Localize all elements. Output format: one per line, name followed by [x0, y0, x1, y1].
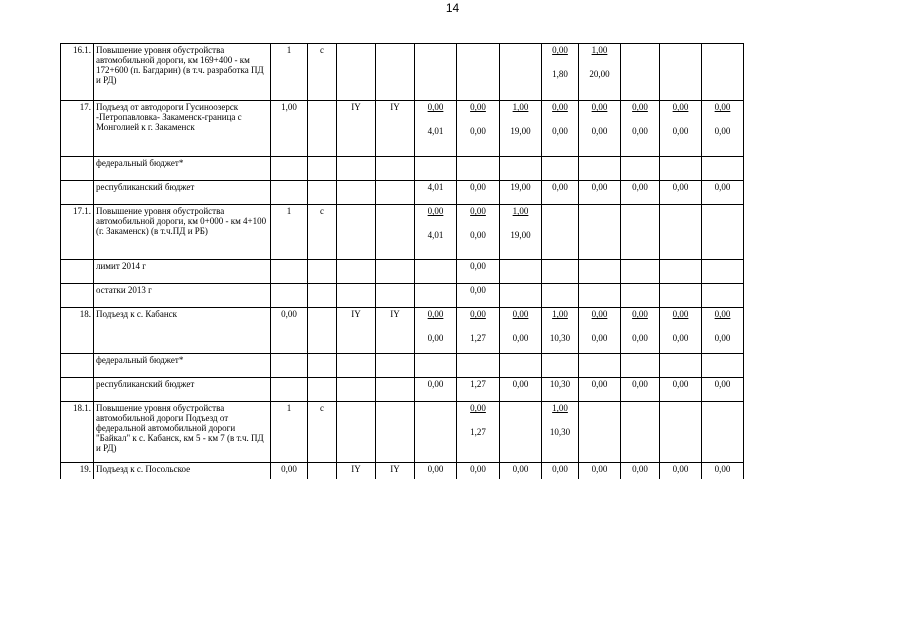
value-money: 1,27 — [470, 333, 486, 343]
value-cell — [415, 402, 457, 463]
value-money: 1,80 — [552, 69, 568, 79]
value-cell — [621, 101, 660, 157]
value-cell — [457, 44, 500, 101]
table-row — [61, 181, 744, 205]
category-after-cell — [376, 181, 415, 205]
value-cell — [457, 205, 500, 260]
value-physical: 0,00 — [512, 309, 529, 319]
value-cell — [579, 284, 621, 308]
value-cell — [415, 101, 457, 157]
row-description: республиканский бюджет — [94, 378, 271, 402]
value-cell — [702, 181, 744, 205]
row-description: федеральный бюджет* — [94, 354, 271, 378]
value-physical: 1,00 — [512, 206, 529, 216]
value-money: 0,00 — [591, 333, 608, 343]
value-cell — [579, 205, 621, 260]
value-cell — [660, 44, 702, 101]
value-physical: 0,00 — [470, 206, 486, 216]
category-after-cell — [376, 354, 415, 378]
category-after-cell — [376, 402, 415, 463]
value-money: 0,00 — [632, 126, 648, 136]
length-cell: 1 — [271, 44, 308, 101]
row-description: Подъезд к с. Посольское — [94, 463, 271, 480]
value-cell — [500, 378, 542, 402]
value-cell — [660, 463, 702, 480]
value-physical: 0,00 — [632, 102, 648, 112]
value-physical: 0,00 — [552, 464, 568, 474]
row-number: 18. — [61, 308, 94, 354]
value-cell — [500, 402, 542, 463]
length-cell — [271, 157, 308, 181]
value-cell — [660, 181, 702, 205]
type-cell — [308, 378, 337, 402]
category-after-cell: IY — [376, 308, 415, 354]
value-cell — [621, 181, 660, 205]
value-cell — [415, 205, 457, 260]
value-cell — [542, 205, 579, 260]
category-after-cell: IY — [376, 463, 415, 480]
category-after-cell: IY — [376, 101, 415, 157]
value-physical: 0,00 — [632, 182, 648, 192]
value-physical: 19,00 — [510, 182, 531, 192]
value-physical: 0,00 — [591, 464, 608, 474]
type-cell — [308, 354, 337, 378]
value-physical: 0,00 — [470, 102, 486, 112]
row-description: Повышение уровня обустройства автомобильной дороги, км 169+400 - км 172+600 (п. Багдарин) (в т.ч. разработка ПД и РД) — [94, 44, 271, 101]
value-cell — [500, 284, 542, 308]
value-cell — [500, 205, 542, 260]
value-cell — [457, 101, 500, 157]
value-money: 1,27 — [470, 427, 486, 437]
value-physical: 0,00 — [632, 464, 648, 474]
table-row — [61, 44, 744, 101]
value-cell — [621, 157, 660, 181]
length-cell — [271, 284, 308, 308]
category-before-cell — [337, 284, 376, 308]
value-physical: 0,00 — [591, 182, 608, 192]
table-row — [61, 354, 744, 378]
length-cell: 0,00 — [271, 308, 308, 354]
value-money: 0,00 — [591, 126, 608, 136]
value-cell — [702, 354, 744, 378]
value-money: 0,00 — [512, 333, 529, 343]
value-physical: 1,00 — [512, 102, 529, 112]
value-physical: 0,00 — [632, 309, 648, 319]
value-cell — [579, 157, 621, 181]
value-physical: 0,00 — [672, 102, 689, 112]
table-row — [61, 378, 744, 402]
value-cell — [415, 260, 457, 284]
type-cell — [308, 101, 337, 157]
length-cell: 1 — [271, 402, 308, 463]
category-before-cell — [337, 181, 376, 205]
value-cell — [457, 284, 500, 308]
row-description: остатки 2013 г — [94, 284, 271, 308]
value-cell — [702, 402, 744, 463]
value-cell — [621, 260, 660, 284]
value-physical: 0,00 — [714, 102, 731, 112]
length-cell — [271, 181, 308, 205]
value-money: 10,30 — [549, 427, 571, 437]
value-cell — [457, 354, 500, 378]
value-physical: 1,27 — [470, 379, 486, 389]
row-description: Подъезд к с. Кабанск — [94, 308, 271, 354]
value-cell — [415, 378, 457, 402]
value-physical: 10,30 — [549, 379, 571, 389]
value-physical: 0,00 — [591, 102, 608, 112]
value-physical: 0,00 — [427, 206, 444, 216]
value-money: 0,00 — [470, 126, 486, 136]
value-cell — [579, 101, 621, 157]
value-physical: 0,00 — [470, 285, 486, 295]
value-physical: 0,00 — [470, 309, 486, 319]
row-number — [61, 354, 94, 378]
value-cell — [500, 44, 542, 101]
row-description: Подъезд от автодороги Гусиноозерск -Петропавловка- Закаменск-граница с Монголией к г. Закаменск — [94, 101, 271, 157]
value-cell — [457, 260, 500, 284]
value-money: 19,00 — [510, 126, 531, 136]
value-physical: 0,00 — [470, 261, 486, 271]
value-physical: 0,00 — [672, 182, 689, 192]
value-cell — [660, 354, 702, 378]
value-cell — [457, 157, 500, 181]
value-cell — [621, 463, 660, 480]
value-money: 0,00 — [714, 126, 731, 136]
value-cell — [660, 308, 702, 354]
length-cell — [271, 260, 308, 284]
category-before-cell — [337, 157, 376, 181]
value-cell — [542, 354, 579, 378]
value-cell — [500, 181, 542, 205]
value-money: 0,00 — [672, 126, 689, 136]
category-before-cell — [337, 205, 376, 260]
table-row — [61, 308, 744, 354]
value-physical: 0,00 — [470, 182, 486, 192]
value-money: 19,00 — [510, 230, 531, 240]
value-physical: 0,00 — [470, 403, 486, 413]
value-cell — [660, 378, 702, 402]
value-cell — [702, 378, 744, 402]
category-before-cell — [337, 44, 376, 101]
value-cell — [579, 260, 621, 284]
value-cell — [702, 260, 744, 284]
value-cell — [660, 205, 702, 260]
table-row — [61, 205, 744, 260]
value-cell — [579, 402, 621, 463]
row-number: 19. — [61, 463, 94, 480]
value-cell — [621, 354, 660, 378]
value-cell — [415, 157, 457, 181]
value-cell — [415, 463, 457, 480]
row-number — [61, 378, 94, 402]
category-after-cell — [376, 44, 415, 101]
value-cell — [415, 44, 457, 101]
value-cell — [702, 157, 744, 181]
row-number: 17. — [61, 101, 94, 157]
value-cell — [542, 101, 579, 157]
category-after-cell — [376, 157, 415, 181]
row-description: республиканский бюджет — [94, 181, 271, 205]
table-row — [61, 260, 744, 284]
category-before-cell — [337, 354, 376, 378]
row-number: 16.1. — [61, 44, 94, 101]
value-cell — [415, 308, 457, 354]
value-cell — [660, 402, 702, 463]
type-cell — [308, 308, 337, 354]
value-cell — [621, 205, 660, 260]
value-cell — [702, 205, 744, 260]
value-physical: 0,00 — [512, 379, 529, 389]
value-money: 0,00 — [714, 333, 731, 343]
row-number — [61, 181, 94, 205]
category-after-cell — [376, 205, 415, 260]
value-cell — [457, 378, 500, 402]
value-cell — [500, 260, 542, 284]
value-money: 4,01 — [427, 230, 444, 240]
value-physical: 4,01 — [427, 182, 444, 192]
row-number: 17.1. — [61, 205, 94, 260]
value-money: 0,00 — [427, 333, 444, 343]
value-cell — [621, 378, 660, 402]
value-cell — [579, 44, 621, 101]
value-cell — [457, 308, 500, 354]
value-cell — [702, 284, 744, 308]
value-physical: 0,00 — [552, 182, 568, 192]
value-cell — [702, 308, 744, 354]
value-physical: 0,00 — [672, 309, 689, 319]
type-cell: с — [308, 44, 337, 101]
value-physical: 0,00 — [552, 102, 568, 112]
page-number: 14 — [445, 1, 460, 15]
value-money: 0,00 — [672, 333, 689, 343]
row-number — [61, 157, 94, 181]
table-row — [61, 463, 744, 480]
length-cell: 1,00 — [271, 101, 308, 157]
value-physical: 0,00 — [427, 464, 444, 474]
value-cell — [702, 44, 744, 101]
value-physical: 0,00 — [427, 379, 444, 389]
category-before-cell: IY — [337, 463, 376, 480]
value-cell — [579, 181, 621, 205]
type-cell: с — [308, 402, 337, 463]
value-cell — [457, 181, 500, 205]
type-cell — [308, 260, 337, 284]
value-money: 0,00 — [552, 126, 568, 136]
row-number: 18.1. — [61, 402, 94, 463]
value-cell — [579, 354, 621, 378]
value-physical: 0,00 — [427, 102, 444, 112]
value-cell — [457, 402, 500, 463]
value-physical: 0,00 — [552, 45, 568, 55]
value-cell — [542, 157, 579, 181]
value-physical: 1,00 — [591, 45, 608, 55]
category-before-cell — [337, 402, 376, 463]
value-physical: 0,00 — [714, 309, 731, 319]
category-before-cell: IY — [337, 101, 376, 157]
row-number — [61, 284, 94, 308]
value-money: 4,01 — [427, 126, 444, 136]
value-physical: 0,00 — [672, 464, 689, 474]
value-physical: 0,00 — [512, 464, 529, 474]
category-before-cell — [337, 260, 376, 284]
value-cell — [621, 308, 660, 354]
category-before-cell: IY — [337, 308, 376, 354]
value-cell — [542, 284, 579, 308]
row-description: Повышение уровня обустройства автомобильной дороги Подъезд от федеральной автомобильной дороги "Байкал" к с. Кабанск, км 5 - км 7 (в т.ч. ПД и РД) — [94, 402, 271, 463]
length-cell — [271, 378, 308, 402]
value-physical: 0,00 — [714, 464, 731, 474]
value-cell — [542, 260, 579, 284]
type-cell — [308, 181, 337, 205]
length-cell — [271, 354, 308, 378]
length-cell: 1 — [271, 205, 308, 260]
value-cell — [621, 44, 660, 101]
category-after-cell — [376, 378, 415, 402]
value-cell — [660, 101, 702, 157]
row-description: Повышение уровня обустройства автомобильной дороги, км 0+000 - км 4+100 (г. Закаменск) (в т.ч.ПД и РБ) — [94, 205, 271, 260]
value-cell — [457, 463, 500, 480]
value-cell — [542, 378, 579, 402]
value-physical: 0,00 — [591, 379, 608, 389]
value-money: 0,00 — [632, 333, 648, 343]
category-after-cell — [376, 260, 415, 284]
value-cell — [702, 101, 744, 157]
value-physical: 1,00 — [552, 309, 568, 319]
value-cell — [500, 308, 542, 354]
value-cell — [579, 308, 621, 354]
length-cell: 0,00 — [271, 463, 308, 480]
value-physical: 0,00 — [632, 379, 648, 389]
value-cell — [415, 354, 457, 378]
type-cell — [308, 284, 337, 308]
type-cell — [308, 463, 337, 480]
value-cell — [702, 463, 744, 480]
table-row — [61, 284, 744, 308]
value-physical: 0,00 — [470, 464, 486, 474]
value-cell — [542, 44, 579, 101]
value-cell — [415, 284, 457, 308]
value-physical: 0,00 — [714, 379, 731, 389]
table-row — [61, 101, 744, 157]
table-row — [61, 402, 744, 463]
value-cell — [579, 378, 621, 402]
value-cell — [621, 402, 660, 463]
value-money: 10,30 — [549, 333, 571, 343]
value-cell — [660, 157, 702, 181]
row-number — [61, 260, 94, 284]
category-before-cell — [337, 378, 376, 402]
value-physical: 0,00 — [427, 309, 444, 319]
value-cell — [660, 284, 702, 308]
value-cell — [415, 181, 457, 205]
row-description: федеральный бюджет* — [94, 157, 271, 181]
value-cell — [621, 284, 660, 308]
value-cell — [542, 308, 579, 354]
category-after-cell — [376, 284, 415, 308]
type-cell: с — [308, 205, 337, 260]
budget-table — [60, 43, 744, 479]
value-physical: 0,00 — [591, 309, 608, 319]
value-cell — [542, 463, 579, 480]
value-cell — [542, 181, 579, 205]
value-cell — [500, 354, 542, 378]
table-row — [61, 157, 744, 181]
value-cell — [500, 463, 542, 480]
value-money: 0,00 — [470, 230, 486, 240]
value-cell — [579, 463, 621, 480]
value-cell — [542, 402, 579, 463]
value-cell — [500, 101, 542, 157]
row-description: лимит 2014 г — [94, 260, 271, 284]
value-physical: 0,00 — [714, 182, 731, 192]
value-physical: 0,00 — [672, 379, 689, 389]
value-cell — [660, 260, 702, 284]
value-physical: 1,00 — [552, 403, 568, 413]
value-money: 20,00 — [589, 69, 610, 79]
type-cell — [308, 157, 337, 181]
value-cell — [500, 157, 542, 181]
